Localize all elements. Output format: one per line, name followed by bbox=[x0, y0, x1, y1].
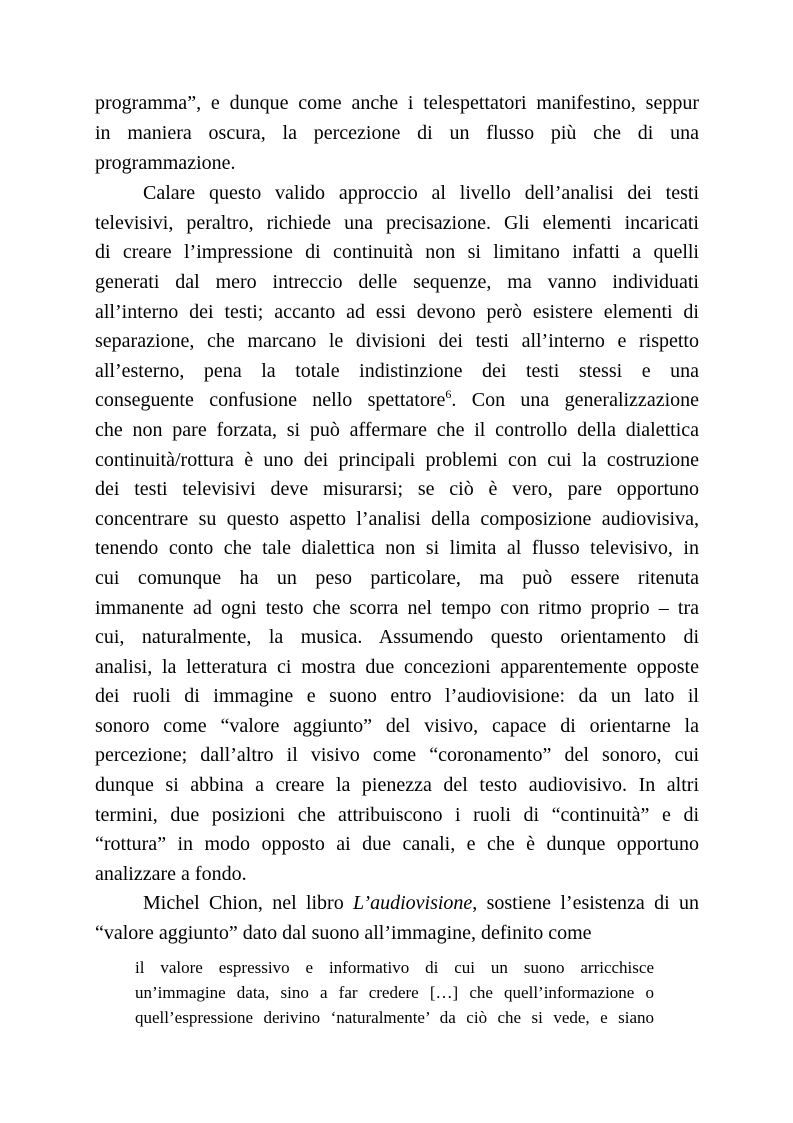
body-line: all’interno dei testi; accanto ad essi devono però esistere elementi di bbox=[95, 301, 699, 323]
body-line-with-footnote bbox=[95, 385, 699, 415]
body-line: analizzare a fondo. bbox=[95, 863, 247, 885]
block-quote-line: quell’espressione derivino ‘naturalmente’ da ciò che si vede, e siano bbox=[135, 1008, 654, 1027]
body-line: percezione; dall’altro il visivo come “coronamento” del sonoro, cui bbox=[95, 744, 699, 766]
paragraph-start-line: Calare questo valido approccio al livello dell’analisi dei testi bbox=[143, 182, 699, 204]
body-line: analisi, la letteratura ci mostra due concezioni apparentemente opposte bbox=[95, 656, 699, 678]
body-line: all’esterno, pena la totale indistinzione dei testi stessi e una bbox=[95, 360, 699, 382]
body-line: generati dal mero intreccio delle sequenze, ma vanno individuati bbox=[95, 271, 699, 293]
text-segment: , sostiene l’esistenza di un bbox=[472, 892, 699, 914]
body-line: dunque si abbina a creare la pienezza del testo audiovisivo. In altri bbox=[95, 774, 699, 796]
body-line: “valore aggiunto” dato dal suono all’immagine, definito come bbox=[95, 922, 592, 944]
body-line: sonoro come “valore aggiunto” del visivo, capace di orientarne la bbox=[95, 715, 699, 737]
text-segment: Michel Chion, nel libro bbox=[143, 892, 354, 914]
body-line: continuità/rottura è uno dei principali problemi con cui la costruzione bbox=[95, 449, 699, 471]
paragraph-start-line bbox=[143, 888, 699, 918]
book-title: L’audiovisione bbox=[353, 892, 473, 914]
body-line: dei testi televisivi deve misurarsi; se ciò è vero, pare opportuno bbox=[95, 478, 699, 500]
body-line: termini, due posizioni che attribuiscono i ruoli di “continuità” e di bbox=[95, 804, 699, 826]
body-line: che non pare forzata, si può affermare che il controllo della dialettica bbox=[95, 419, 699, 441]
block-quote-line: un’immagine data, sino a far credere […] che quell’informazione o bbox=[135, 983, 654, 1002]
text-segment: conseguente confusione nello spettatore bbox=[95, 389, 446, 411]
body-line: “rottura” in modo opposto ai due canali, e che è dunque opportuno bbox=[95, 833, 699, 855]
body-line: cui comunque ha un peso particolare, ma può essere ritenuta bbox=[95, 567, 699, 589]
body-line: dei ruoli di immagine e suono entro l’audiovisione: da un lato il bbox=[95, 685, 699, 707]
body-line: tenendo conto che tale dialettica non si limita al flusso televisivo, in bbox=[95, 537, 699, 559]
body-line: cui, naturalmente, la musica. Assumendo questo orientamento di bbox=[95, 626, 699, 648]
text-segment: . Con una generalizzazione bbox=[451, 389, 700, 411]
footnote-marker[interactable]: 6 bbox=[445, 387, 452, 401]
body-line: programma”, e dunque come anche i telespettatori manifestino, seppur bbox=[95, 92, 699, 114]
body-line: separazione, che marcano le divisioni dei testi all’interno e rispetto bbox=[95, 330, 699, 352]
body-line: di creare l’impressione di continuità non si limitano infatti a quelli bbox=[95, 241, 699, 263]
body-line: immanente ad ogni testo che scorra nel tempo con ritmo proprio – tra bbox=[95, 597, 699, 619]
body-line: programmazione. bbox=[95, 152, 236, 174]
body-line: in maniera oscura, la percezione di un flusso più che di una bbox=[95, 122, 699, 144]
body-line: concentrare su questo aspetto l’analisi della composizione audiovisiva, bbox=[95, 508, 699, 530]
body-line: televisivi, peraltro, richiede una precisazione. Gli elementi incaricati bbox=[95, 212, 699, 234]
block-quote-line: il valore espressivo e informativo di cui un suono arricchisce bbox=[135, 958, 654, 977]
